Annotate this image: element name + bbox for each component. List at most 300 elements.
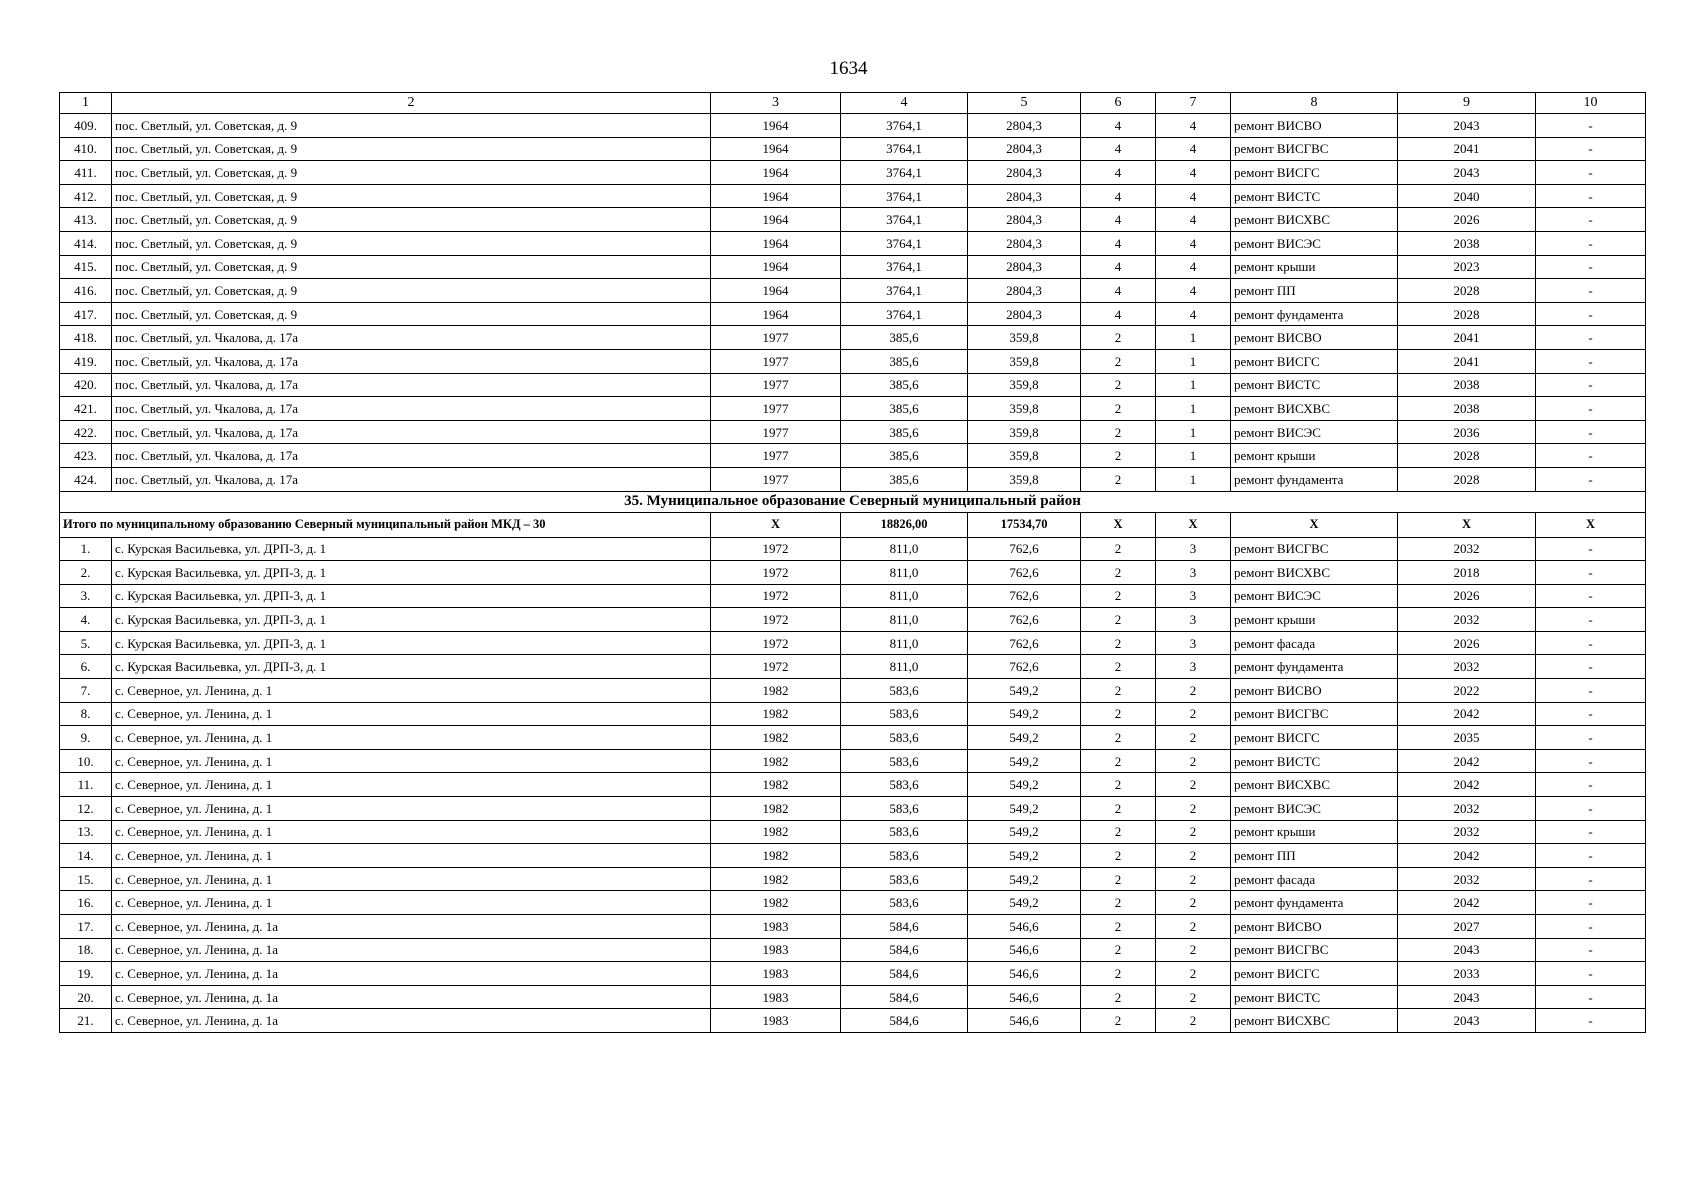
cell-total-area: 3764,1 bbox=[841, 208, 968, 232]
cell-total-area: 811,0 bbox=[841, 561, 968, 585]
cell-living-area: 549,2 bbox=[968, 891, 1081, 915]
cell-entrances: 4 bbox=[1156, 255, 1231, 279]
cell-address: 2 bbox=[112, 93, 711, 114]
cell-work-type: ремонт фасада bbox=[1231, 631, 1398, 655]
cell-year-built: 1977 bbox=[711, 397, 841, 421]
table-row bbox=[60, 915, 1646, 939]
cell-address: пос. Светлый, ул. Чкалова, д. 17а bbox=[112, 467, 711, 491]
cell-address: с. Северное, ул. Ленина, д. 1 bbox=[112, 891, 711, 915]
cell-floors: 6 bbox=[1081, 93, 1156, 114]
cell-living-area: 2804,3 bbox=[968, 279, 1081, 303]
section-header-row bbox=[60, 491, 1646, 512]
cell-planned-year: 2032 bbox=[1398, 537, 1536, 561]
cell-living-area: 359,8 bbox=[968, 373, 1081, 397]
cell-note: - bbox=[1536, 608, 1646, 632]
cell-row-number: 413. bbox=[60, 208, 112, 232]
table-row bbox=[60, 985, 1646, 1009]
cell-living-area: 2804,3 bbox=[968, 255, 1081, 279]
cell-work-type: ремонт ВИСЭС bbox=[1231, 584, 1398, 608]
table-row bbox=[60, 114, 1646, 138]
cell-row-number: 11. bbox=[60, 773, 112, 797]
cell-floors: 2 bbox=[1081, 797, 1156, 821]
cell-work-type: ремонт ВИСЭС bbox=[1231, 420, 1398, 444]
cell-entrances: 1 bbox=[1156, 444, 1231, 468]
cell-year-built: 1972 bbox=[711, 608, 841, 632]
cell-floors: 2 bbox=[1081, 773, 1156, 797]
cell-note: - bbox=[1536, 749, 1646, 773]
cell-row-number: 420. bbox=[60, 373, 112, 397]
cell-entrances: 2 bbox=[1156, 915, 1231, 939]
table-row bbox=[60, 702, 1646, 726]
cell-work-type: ремонт ВИСТС bbox=[1231, 184, 1398, 208]
cell-living-area: 549,2 bbox=[968, 867, 1081, 891]
cell-address: с. Северное, ул. Ленина, д. 1 bbox=[112, 679, 711, 703]
cell-entrances: 2 bbox=[1156, 726, 1231, 750]
cell-note: - bbox=[1536, 231, 1646, 255]
cell-planned-year: 2042 bbox=[1398, 844, 1536, 868]
cell-year-built: 1964 bbox=[711, 279, 841, 303]
cell-address: с. Северное, ул. Ленина, д. 1 bbox=[112, 820, 711, 844]
cell-planned-year: 2028 bbox=[1398, 444, 1536, 468]
cell-planned-year: 2026 bbox=[1398, 584, 1536, 608]
cell-entrances: 3 bbox=[1156, 608, 1231, 632]
cell-row-number: 10. bbox=[60, 749, 112, 773]
cell-address: с. Курская Васильевка, ул. ДРП-3, д. 1 bbox=[112, 608, 711, 632]
cell-floors: 2 bbox=[1081, 467, 1156, 491]
cell-work-type: ремонт ПП bbox=[1231, 844, 1398, 868]
cell-floors: 2 bbox=[1081, 820, 1156, 844]
cell-entrances: 2 bbox=[1156, 749, 1231, 773]
cell-entrances: 2 bbox=[1156, 773, 1231, 797]
cell-floors: 4 bbox=[1081, 231, 1156, 255]
cell-living-area: 546,6 bbox=[968, 962, 1081, 986]
cell-planned-year: 2023 bbox=[1398, 255, 1536, 279]
cell-entrances: 4 bbox=[1156, 231, 1231, 255]
cell-living-area: 2804,3 bbox=[968, 302, 1081, 326]
cell-entrances: 1 bbox=[1156, 397, 1231, 421]
cell-floors: 2 bbox=[1081, 655, 1156, 679]
cell-row-number: 421. bbox=[60, 397, 112, 421]
cell-living-area: 546,6 bbox=[968, 915, 1081, 939]
cell-entrances: 4 bbox=[1156, 208, 1231, 232]
cell-work-type: ремонт ВИСТС bbox=[1231, 373, 1398, 397]
cell-note: - bbox=[1536, 537, 1646, 561]
cell-entrances: 1 bbox=[1156, 373, 1231, 397]
cell-total-area: 3764,1 bbox=[841, 279, 968, 303]
cell-year-built: 1964 bbox=[711, 114, 841, 138]
cell-living-area: 549,2 bbox=[968, 797, 1081, 821]
cell-year-built: 1982 bbox=[711, 797, 841, 821]
cell-entrances: 2 bbox=[1156, 1009, 1231, 1033]
cell-planned-year: 2032 bbox=[1398, 820, 1536, 844]
cell-work-type: ремонт ВИСХВС bbox=[1231, 397, 1398, 421]
cell-planned-year: 2032 bbox=[1398, 608, 1536, 632]
cell-address: с. Северное, ул. Ленина, д. 1а bbox=[112, 938, 711, 962]
cell-entrances: 7 bbox=[1156, 93, 1231, 114]
cell-row-number: 7. bbox=[60, 679, 112, 703]
cell-planned-year: 2032 bbox=[1398, 797, 1536, 821]
cell-living-area: 762,6 bbox=[968, 561, 1081, 585]
cell-entrances: 2 bbox=[1156, 702, 1231, 726]
total-year: Х bbox=[711, 512, 841, 537]
cell-total-area: 584,6 bbox=[841, 1009, 968, 1033]
cell-living-area: 2804,3 bbox=[968, 137, 1081, 161]
cell-living-area: 2804,3 bbox=[968, 231, 1081, 255]
cell-planned-year: 2043 bbox=[1398, 161, 1536, 185]
cell-floors: 2 bbox=[1081, 726, 1156, 750]
table-row bbox=[60, 231, 1646, 255]
total-area: 18826,00 bbox=[841, 512, 968, 537]
cell-planned-year: 2038 bbox=[1398, 373, 1536, 397]
cell-note: - bbox=[1536, 302, 1646, 326]
cell-total-area: 3764,1 bbox=[841, 255, 968, 279]
cell-living-area: 549,2 bbox=[968, 749, 1081, 773]
cell-address: с. Северное, ул. Ленина, д. 1 bbox=[112, 702, 711, 726]
cell-living-area: 549,2 bbox=[968, 726, 1081, 750]
cell-row-number: 2. bbox=[60, 561, 112, 585]
cell-floors: 2 bbox=[1081, 938, 1156, 962]
table-row bbox=[60, 749, 1646, 773]
cell-year-built: 1977 bbox=[711, 326, 841, 350]
cell-planned-year: 2026 bbox=[1398, 208, 1536, 232]
cell-living-area: 2804,3 bbox=[968, 184, 1081, 208]
cell-living-area: 2804,3 bbox=[968, 161, 1081, 185]
cell-year-built: 1982 bbox=[711, 867, 841, 891]
cell-living-area: 5 bbox=[968, 93, 1081, 114]
cell-planned-year: 2043 bbox=[1398, 114, 1536, 138]
cell-total-area: 583,6 bbox=[841, 844, 968, 868]
cell-note: - bbox=[1536, 420, 1646, 444]
cell-floors: 2 bbox=[1081, 349, 1156, 373]
cell-address: пос. Светлый, ул. Чкалова, д. 17а bbox=[112, 444, 711, 468]
cell-row-number: 20. bbox=[60, 985, 112, 1009]
cell-address: с. Курская Васильевка, ул. ДРП-3, д. 1 bbox=[112, 631, 711, 655]
cell-planned-year: 2041 bbox=[1398, 326, 1536, 350]
cell-entrances: 4 bbox=[1156, 114, 1231, 138]
cell-row-number: 6. bbox=[60, 655, 112, 679]
cell-row-number: 16. bbox=[60, 891, 112, 915]
total-entrances: Х bbox=[1156, 512, 1231, 537]
cell-note: - bbox=[1536, 184, 1646, 208]
cell-year-built: 1983 bbox=[711, 1009, 841, 1033]
table-row bbox=[60, 467, 1646, 491]
cell-floors: 4 bbox=[1081, 137, 1156, 161]
cell-row-number: 1. bbox=[60, 537, 112, 561]
cell-row-number: 412. bbox=[60, 184, 112, 208]
cell-work-type: ремонт ВИСХВС bbox=[1231, 208, 1398, 232]
cell-total-area: 584,6 bbox=[841, 962, 968, 986]
cell-note: - bbox=[1536, 255, 1646, 279]
cell-note: - bbox=[1536, 279, 1646, 303]
cell-year-built: 1972 bbox=[711, 561, 841, 585]
cell-row-number: 411. bbox=[60, 161, 112, 185]
cell-work-type: ремонт ВИСХВС bbox=[1231, 561, 1398, 585]
cell-note: - bbox=[1536, 679, 1646, 703]
table-row bbox=[60, 655, 1646, 679]
cell-work-type: ремонт ВИСГВС bbox=[1231, 702, 1398, 726]
table-row bbox=[60, 255, 1646, 279]
cell-address: пос. Светлый, ул. Чкалова, д. 17а bbox=[112, 397, 711, 421]
cell-year-built: 1977 bbox=[711, 373, 841, 397]
cell-total-area: 583,6 bbox=[841, 773, 968, 797]
cell-address: пос. Светлый, ул. Советская, д. 9 bbox=[112, 255, 711, 279]
cell-year-built: 1964 bbox=[711, 231, 841, 255]
cell-floors: 4 bbox=[1081, 302, 1156, 326]
cell-note: - bbox=[1536, 161, 1646, 185]
cell-address: пос. Светлый, ул. Чкалова, д. 17а bbox=[112, 349, 711, 373]
cell-total-area: 811,0 bbox=[841, 655, 968, 679]
cell-address: с. Северное, ул. Ленина, д. 1 bbox=[112, 749, 711, 773]
cell-year-built: 1964 bbox=[711, 184, 841, 208]
table-row bbox=[60, 679, 1646, 703]
cell-address: пос. Светлый, ул. Чкалова, д. 17а bbox=[112, 420, 711, 444]
cell-planned-year: 2035 bbox=[1398, 726, 1536, 750]
cell-planned-year: 2043 bbox=[1398, 938, 1536, 962]
table-row bbox=[60, 844, 1646, 868]
cell-work-type: ремонт ВИСГВС bbox=[1231, 137, 1398, 161]
cell-year-built: 1983 bbox=[711, 962, 841, 986]
table-row bbox=[60, 279, 1646, 303]
cell-total-area: 811,0 bbox=[841, 584, 968, 608]
total-note: Х bbox=[1536, 512, 1646, 537]
cell-note: 10 bbox=[1536, 93, 1646, 114]
cell-entrances: 4 bbox=[1156, 279, 1231, 303]
cell-work-type: ремонт ВИСТС bbox=[1231, 985, 1398, 1009]
cell-work-type: ремонт фундамента bbox=[1231, 302, 1398, 326]
cell-work-type: ремонт ВИСХВС bbox=[1231, 773, 1398, 797]
total-row bbox=[60, 512, 1646, 537]
cell-total-area: 385,6 bbox=[841, 467, 968, 491]
cell-work-type: ремонт ВИСГС bbox=[1231, 726, 1398, 750]
cell-note: - bbox=[1536, 373, 1646, 397]
cell-total-area: 584,6 bbox=[841, 985, 968, 1009]
cell-address: с. Северное, ул. Ленина, д. 1а bbox=[112, 1009, 711, 1033]
table-row bbox=[60, 608, 1646, 632]
cell-row-number: 409. bbox=[60, 114, 112, 138]
cell-entrances: 4 bbox=[1156, 161, 1231, 185]
total-planned-year: Х bbox=[1398, 512, 1536, 537]
cell-living-area: 359,8 bbox=[968, 326, 1081, 350]
total-living-area: 17534,70 bbox=[968, 512, 1081, 537]
cell-address: с. Северное, ул. Ленина, д. 1 bbox=[112, 797, 711, 821]
cell-year-built: 1972 bbox=[711, 537, 841, 561]
cell-year-built: 1982 bbox=[711, 749, 841, 773]
cell-address: пос. Светлый, ул. Советская, д. 9 bbox=[112, 137, 711, 161]
table-row bbox=[60, 161, 1646, 185]
cell-note: - bbox=[1536, 467, 1646, 491]
cell-year-built: 3 bbox=[711, 93, 841, 114]
cell-row-number: 415. bbox=[60, 255, 112, 279]
cell-address: с. Курская Васильевка, ул. ДРП-3, д. 1 bbox=[112, 561, 711, 585]
cell-floors: 2 bbox=[1081, 444, 1156, 468]
cell-living-area: 546,6 bbox=[968, 938, 1081, 962]
cell-total-area: 583,6 bbox=[841, 820, 968, 844]
cell-floors: 2 bbox=[1081, 702, 1156, 726]
cell-total-area: 385,6 bbox=[841, 397, 968, 421]
cell-floors: 2 bbox=[1081, 584, 1156, 608]
cell-total-area: 3764,1 bbox=[841, 161, 968, 185]
cell-note: - bbox=[1536, 444, 1646, 468]
cell-work-type: ремонт ВИСВО bbox=[1231, 114, 1398, 138]
cell-floors: 2 bbox=[1081, 915, 1156, 939]
cell-living-area: 546,6 bbox=[968, 985, 1081, 1009]
cell-address: пос. Светлый, ул. Советская, д. 9 bbox=[112, 231, 711, 255]
cell-address: с. Северное, ул. Ленина, д. 1 bbox=[112, 844, 711, 868]
page-number: 1634 bbox=[829, 58, 868, 79]
cell-address: с. Северное, ул. Ленина, д. 1 bbox=[112, 773, 711, 797]
cell-planned-year: 2038 bbox=[1398, 397, 1536, 421]
cell-row-number: 422. bbox=[60, 420, 112, 444]
cell-planned-year: 2038 bbox=[1398, 231, 1536, 255]
cell-work-type: ремонт ВИСЭС bbox=[1231, 231, 1398, 255]
cell-total-area: 385,6 bbox=[841, 349, 968, 373]
table-row bbox=[60, 631, 1646, 655]
cell-floors: 2 bbox=[1081, 844, 1156, 868]
cell-floors: 4 bbox=[1081, 255, 1156, 279]
cell-total-area: 583,6 bbox=[841, 702, 968, 726]
table-row bbox=[60, 797, 1646, 821]
table-row bbox=[60, 302, 1646, 326]
cell-planned-year: 2018 bbox=[1398, 561, 1536, 585]
cell-living-area: 549,2 bbox=[968, 773, 1081, 797]
cell-row-number: 419. bbox=[60, 349, 112, 373]
cell-row-number: 423. bbox=[60, 444, 112, 468]
cell-total-area: 583,6 bbox=[841, 891, 968, 915]
cell-note: - bbox=[1536, 938, 1646, 962]
cell-total-area: 584,6 bbox=[841, 938, 968, 962]
cell-planned-year: 2033 bbox=[1398, 962, 1536, 986]
cell-row-number: 15. bbox=[60, 867, 112, 891]
table-row bbox=[60, 420, 1646, 444]
cell-note: - bbox=[1536, 867, 1646, 891]
cell-address: с. Северное, ул. Ленина, д. 1а bbox=[112, 915, 711, 939]
cell-living-area: 359,8 bbox=[968, 397, 1081, 421]
cell-total-area: 811,0 bbox=[841, 631, 968, 655]
cell-floors: 2 bbox=[1081, 420, 1156, 444]
cell-year-built: 1972 bbox=[711, 584, 841, 608]
cell-planned-year: 2041 bbox=[1398, 349, 1536, 373]
table-row bbox=[60, 773, 1646, 797]
cell-floors: 2 bbox=[1081, 561, 1156, 585]
cell-living-area: 359,8 bbox=[968, 420, 1081, 444]
cell-address: с. Северное, ул. Ленина, д. 1а bbox=[112, 962, 711, 986]
cell-floors: 2 bbox=[1081, 326, 1156, 350]
cell-floors: 2 bbox=[1081, 749, 1156, 773]
cell-work-type: ремонт ВИСГС bbox=[1231, 349, 1398, 373]
cell-note: - bbox=[1536, 797, 1646, 821]
cell-living-area: 2804,3 bbox=[968, 208, 1081, 232]
cell-year-built: 1972 bbox=[711, 655, 841, 679]
cell-floors: 2 bbox=[1081, 608, 1156, 632]
cell-entrances: 3 bbox=[1156, 561, 1231, 585]
table-row bbox=[60, 208, 1646, 232]
cell-entrances: 1 bbox=[1156, 467, 1231, 491]
cell-work-type: ремонт фундамента bbox=[1231, 891, 1398, 915]
cell-note: - bbox=[1536, 208, 1646, 232]
cell-total-area: 583,6 bbox=[841, 679, 968, 703]
cell-floors: 2 bbox=[1081, 397, 1156, 421]
cell-entrances: 1 bbox=[1156, 349, 1231, 373]
cell-year-built: 1964 bbox=[711, 302, 841, 326]
cell-floors: 2 bbox=[1081, 985, 1156, 1009]
cell-planned-year: 2042 bbox=[1398, 749, 1536, 773]
cell-planned-year: 2028 bbox=[1398, 467, 1536, 491]
cell-planned-year: 2028 bbox=[1398, 302, 1536, 326]
cell-entrances: 2 bbox=[1156, 797, 1231, 821]
cell-year-built: 1982 bbox=[711, 679, 841, 703]
cell-total-area: 583,6 bbox=[841, 749, 968, 773]
cell-planned-year: 2042 bbox=[1398, 773, 1536, 797]
cell-note: - bbox=[1536, 114, 1646, 138]
cell-address: с. Курская Васильевка, ул. ДРП-3, д. 1 bbox=[112, 584, 711, 608]
cell-address: с. Курская Васильевка, ул. ДРП-3, д. 1 bbox=[112, 537, 711, 561]
cell-work-type: ремонт фундамента bbox=[1231, 467, 1398, 491]
table-row bbox=[60, 1009, 1646, 1033]
total-floors: Х bbox=[1081, 512, 1156, 537]
cell-work-type: ремонт ВИСТС bbox=[1231, 749, 1398, 773]
cell-work-type: ремонт ВИСГС bbox=[1231, 962, 1398, 986]
cell-floors: 4 bbox=[1081, 279, 1156, 303]
cell-planned-year: 2042 bbox=[1398, 891, 1536, 915]
table-row bbox=[60, 820, 1646, 844]
cell-work-type: ремонт крыши bbox=[1231, 255, 1398, 279]
cell-note: - bbox=[1536, 915, 1646, 939]
cell-row-number: 17. bbox=[60, 915, 112, 939]
cell-address: с. Северное, ул. Ленина, д. 1а bbox=[112, 985, 711, 1009]
cell-year-built: 1964 bbox=[711, 137, 841, 161]
cell-floors: 4 bbox=[1081, 208, 1156, 232]
table-row bbox=[60, 584, 1646, 608]
cell-note: - bbox=[1536, 702, 1646, 726]
cell-note: - bbox=[1536, 773, 1646, 797]
cell-year-built: 1972 bbox=[711, 631, 841, 655]
cell-total-area: 4 bbox=[841, 93, 968, 114]
cell-entrances: 2 bbox=[1156, 938, 1231, 962]
cell-work-type: ремонт ВИСВО bbox=[1231, 915, 1398, 939]
cell-row-number: 416. bbox=[60, 279, 112, 303]
cell-year-built: 1982 bbox=[711, 844, 841, 868]
cell-planned-year: 2043 bbox=[1398, 985, 1536, 1009]
table-row bbox=[60, 938, 1646, 962]
cell-year-built: 1983 bbox=[711, 915, 841, 939]
cell-note: - bbox=[1536, 584, 1646, 608]
cell-total-area: 811,0 bbox=[841, 537, 968, 561]
cell-note: - bbox=[1536, 655, 1646, 679]
cell-entrances: 2 bbox=[1156, 820, 1231, 844]
cell-floors: 2 bbox=[1081, 679, 1156, 703]
cell-floors: 2 bbox=[1081, 537, 1156, 561]
cell-living-area: 549,2 bbox=[968, 679, 1081, 703]
cell-entrances: 2 bbox=[1156, 679, 1231, 703]
cell-planned-year: 2036 bbox=[1398, 420, 1536, 444]
cell-address: пос. Светлый, ул. Советская, д. 9 bbox=[112, 279, 711, 303]
table-row bbox=[60, 537, 1646, 561]
repair-schedule-table bbox=[59, 92, 1646, 1033]
cell-row-number: 424. bbox=[60, 467, 112, 491]
cell-note: - bbox=[1536, 1009, 1646, 1033]
cell-total-area: 583,6 bbox=[841, 867, 968, 891]
cell-living-area: 762,6 bbox=[968, 655, 1081, 679]
table-row bbox=[60, 867, 1646, 891]
cell-row-number: 8. bbox=[60, 702, 112, 726]
cell-note: - bbox=[1536, 561, 1646, 585]
cell-row-number: 418. bbox=[60, 326, 112, 350]
cell-living-area: 762,6 bbox=[968, 537, 1081, 561]
table-row bbox=[60, 561, 1646, 585]
cell-living-area: 549,2 bbox=[968, 844, 1081, 868]
cell-total-area: 385,6 bbox=[841, 444, 968, 468]
cell-living-area: 762,6 bbox=[968, 608, 1081, 632]
